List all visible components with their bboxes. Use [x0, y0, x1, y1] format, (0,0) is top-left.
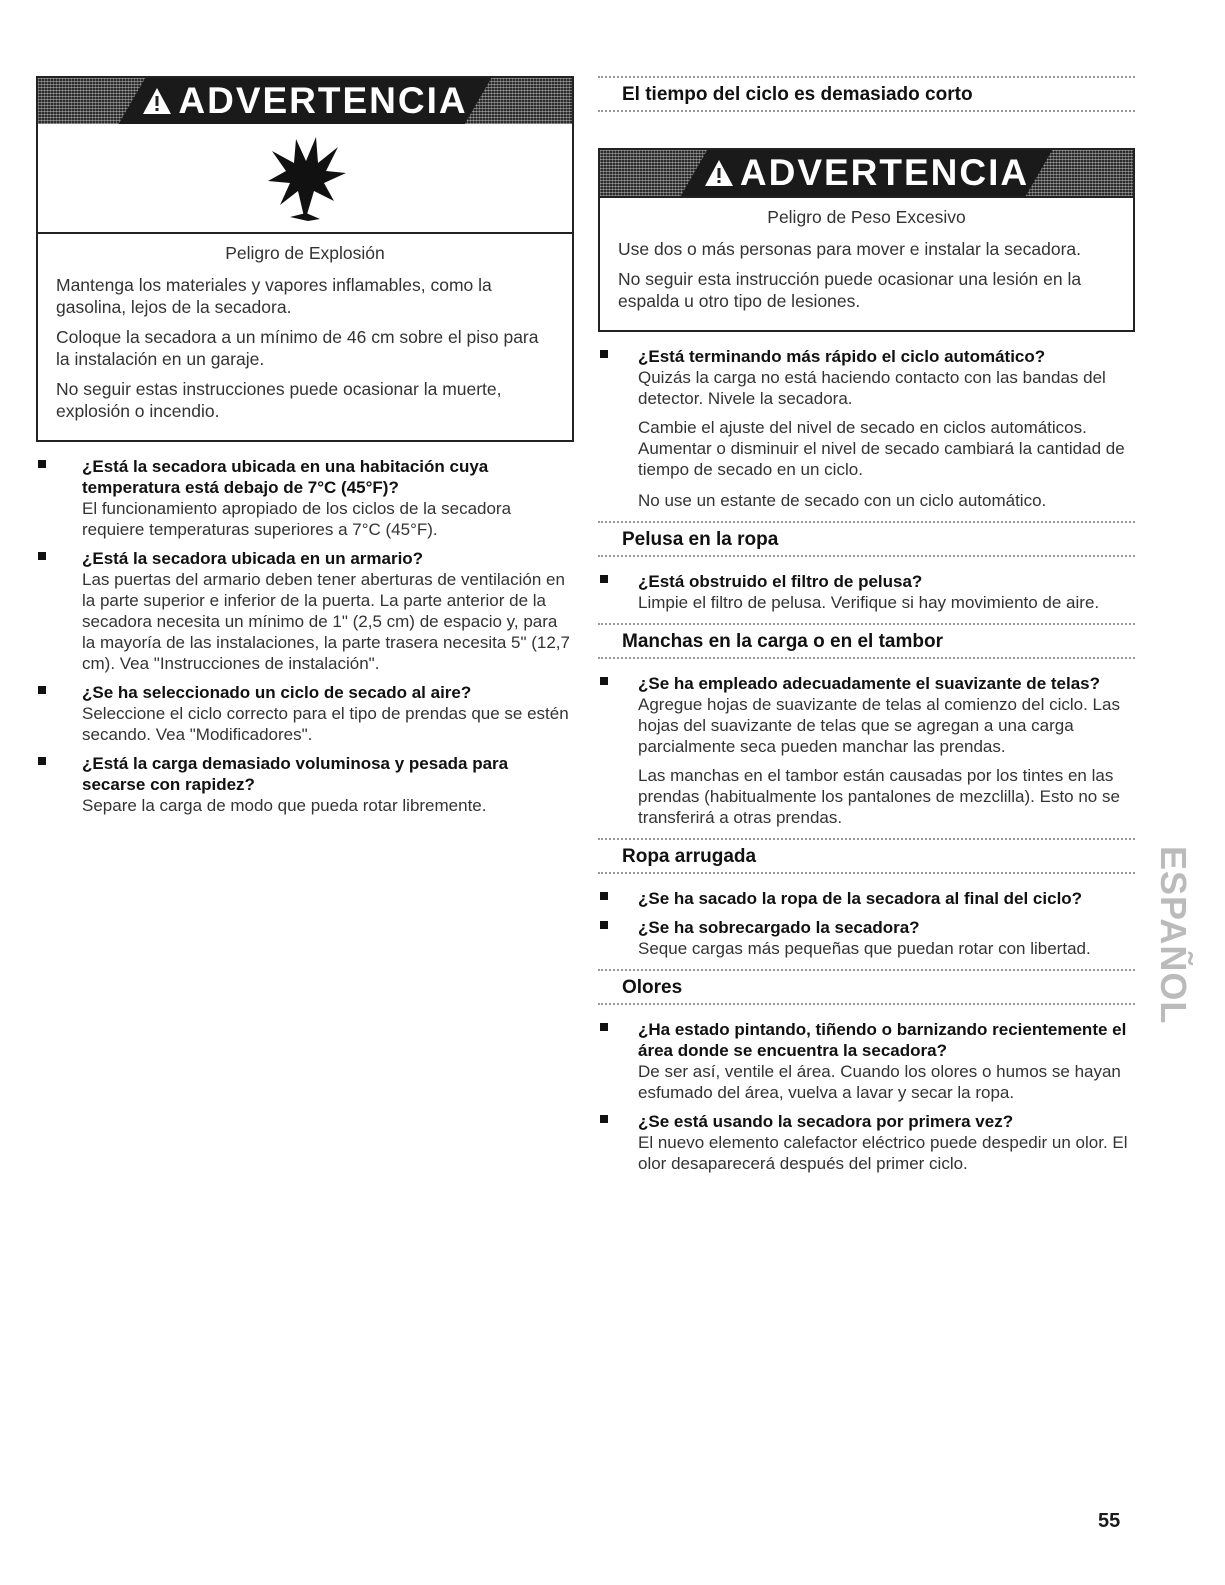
bullet-square-icon [600, 1115, 608, 1123]
bullet-square-icon [600, 575, 608, 583]
bullet-square-icon [600, 350, 608, 358]
right-column [598, 76, 1135, 1182]
answer: Separe la carga de modo que pueda rotar libremente. [82, 796, 487, 815]
answer: Seleccione el ciclo correcto para el tipo de prendas que se estén secando. Vea "Modificadores". [82, 704, 569, 744]
warning-text: Use dos o más personas para mover e instalar la secadora. [618, 239, 1082, 259]
list-item [36, 682, 574, 745]
answer: El nuevo elemento calefactor eléctrico puede despedir un olor. El olor desaparecerá después del primer ciclo. [638, 1133, 1128, 1173]
explosion-warning-box [36, 76, 574, 442]
list-item [36, 548, 574, 674]
list-item [598, 1111, 1135, 1174]
list-item [598, 346, 1135, 409]
list-item [598, 571, 1135, 613]
question: ¿Está la secadora ubicada en un armario? [82, 549, 424, 568]
section-title: Olores [598, 969, 1135, 1005]
explosion-icon [38, 124, 572, 234]
bullet-square-icon [38, 686, 46, 694]
bullet-square-icon [38, 757, 46, 765]
answer: Seque cargas más pequeñas que puedan rotar con libertad. [638, 939, 1091, 958]
answer: Quizás la carga no está haciendo contacto con las bandas del detector. Nivele la secadora. [638, 368, 1106, 408]
question: ¿Ha estado pintando, tiñendo o barnizando recientemente el área donde se encuentra la secadora? [638, 1020, 1127, 1060]
question: ¿Se ha sacado la ropa de la secadora al final del ciclo? [638, 889, 1083, 908]
question: ¿Se ha sobrecargado la secadora? [638, 918, 920, 937]
answer: El funcionamiento apropiado de los ciclos de la secadora requiere temperaturas superiores a 7°C (45°F). [82, 499, 512, 539]
warning-title: Peligro de Explosión [225, 243, 385, 263]
answer: Limpie el filtro de pelusa. Verifique si hay movimiento de aire. [638, 593, 1100, 612]
list-item [598, 917, 1135, 959]
warning-header-text: ADVERTENCIA [178, 80, 468, 121]
question: ¿Está terminando más rápido el ciclo automático? [638, 347, 1046, 366]
bullet-square-icon [600, 677, 608, 685]
list-item [598, 1019, 1135, 1103]
bullet-square-icon [38, 552, 46, 560]
question: ¿Se ha empleado adecuadamente el suavizante de telas? [638, 674, 1101, 693]
list-item [36, 456, 574, 540]
list-item [598, 888, 1135, 909]
weight-warning-box [598, 148, 1135, 332]
question: ¿Está la secadora ubicada en una habitación cuya temperatura está debajo de 7°C (45°F)? [82, 457, 489, 497]
paragraph: Cambie el ajuste del nivel de secado en ciclos automáticos. Aumentar o disminuir el nivel de secado cambiará la cantidad de tiempo de secado en un ciclo. [638, 418, 1125, 479]
section-title: Manchas en la carga o en el tambor [598, 623, 1135, 659]
warning-text: Mantenga los materiales y vapores inflamables, como la gasolina, lejos de la secadora. [56, 275, 492, 317]
list-item [598, 673, 1135, 757]
page-number: 55 [1098, 1510, 1121, 1532]
warning-triangle-icon [142, 87, 172, 115]
bullet-square-icon [600, 921, 608, 929]
warning-text: No seguir estas instrucciones puede ocasionar la muerte, explosión o incendio. [56, 379, 502, 421]
warning-header-text: ADVERTENCIA [739, 152, 1030, 193]
warning-title: Peligro de Peso Excesivo [767, 207, 966, 227]
paragraph: Las manchas en el tambor están causadas por los tintes en las prendas (habitualmente los pantalones de mezclilla). Esto no se transferirá a otras prendas. [638, 766, 1120, 827]
bullet-square-icon [600, 892, 608, 900]
left-column [36, 76, 574, 824]
answer: Agregue hojas de suavizante de telas al comienzo del ciclo. Las hojas del suavizante de telas que se agregan a una carga parcialmente seca pueden manchar las prendas. [638, 695, 1120, 756]
section-title: El tiempo del ciclo es demasiado corto [598, 76, 1135, 112]
warning-header [38, 78, 572, 124]
bullet-square-icon [38, 460, 46, 468]
paragraph: No use un estante de secado con un ciclo automático. [638, 491, 1047, 510]
side-tab-label: ESPAÑOL [1153, 845, 1194, 1025]
warning-header [600, 150, 1133, 196]
section-title: Ropa arrugada [598, 838, 1135, 874]
language-side-tab [1153, 812, 1194, 1058]
answer: De ser así, ventile el área. Cuando los olores o humos se hayan esfumado del área, vuelva a lavar y secar la ropa. [638, 1062, 1121, 1102]
answer: Las puertas del armario deben tener aberturas de ventilación en la parte superior e inferior de la puerta. La parte anterior de la secadora necesita un mínimo de 1" (2,5 cm) de espacio y, para la mayoría de las instalaciones, la parte trasera necesita 5" (12,7 cm). Vea "Instrucciones de instalación". [82, 570, 570, 673]
list-item [36, 753, 574, 816]
warning-text: Coloque la secadora a un mínimo de 46 cm sobre el piso para la instalación en un garaje. [56, 327, 539, 369]
warning-triangle-icon [704, 159, 734, 187]
question: ¿Se ha seleccionado un ciclo de secado al aire? [82, 683, 472, 702]
bullet-square-icon [600, 1023, 608, 1031]
warning-text: No seguir esta instrucción puede ocasionar una lesión en la espalda u otro tipo de lesiones. [618, 269, 1082, 311]
section-title: Pelusa en la ropa [598, 521, 1135, 557]
question: ¿Está obstruido el filtro de pelusa? [638, 572, 923, 591]
question: ¿Está la carga demasiado voluminosa y pesada para secarse con rapidez? [82, 754, 509, 794]
question: ¿Se está usando la secadora por primera vez? [638, 1112, 1014, 1131]
